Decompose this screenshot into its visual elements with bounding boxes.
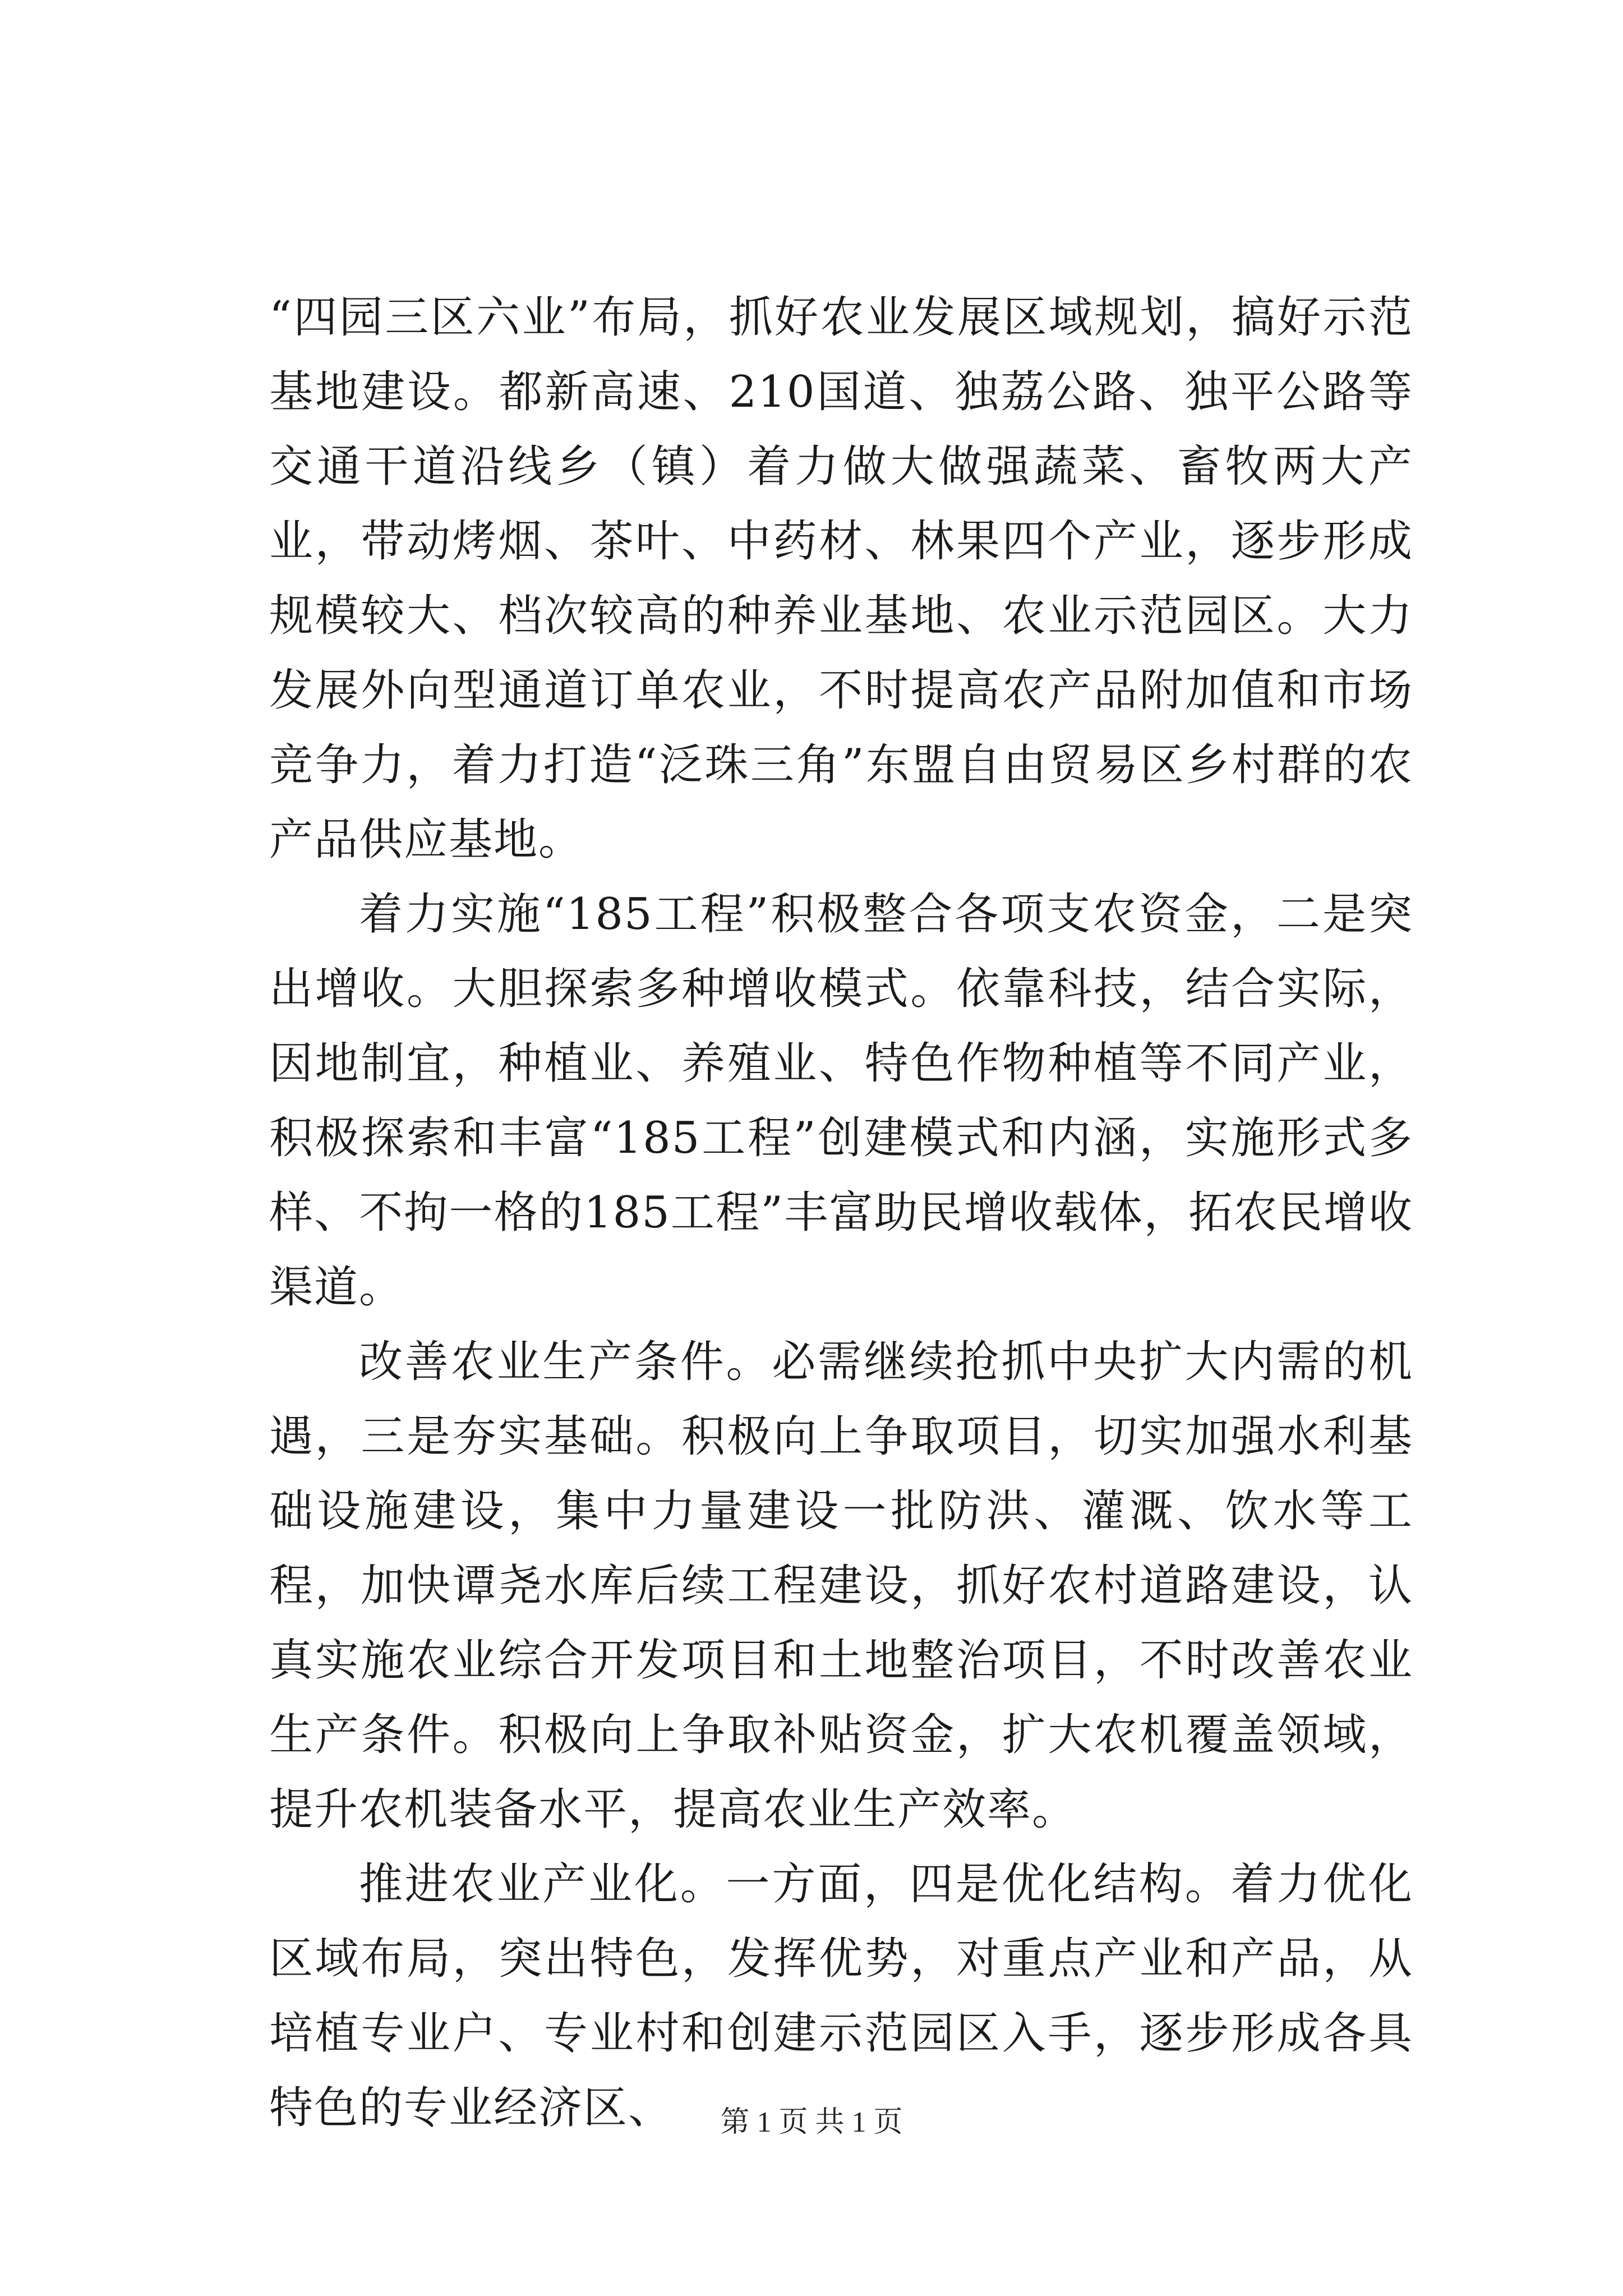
paragraph-1: “四园三区六业”布局，抓好农业发展区域规划，搞好示范基地建设。都新高速、210国道、独荔公路、独平公路等交通干道沿线乡（镇）着力做大做强蔬菜、畜牧两大产业，带动烤烟、茶叶、中药材、林果四个产业，逐步形成规模较大、档次较高的种养业基地、农业示范园区。大力发展外向型通道订单农业，不时提高农产品附加值和市场竞争力，着力打造“泛珠三角”东盟自由贸易区乡村群的农产品供应基地。 xyxy=(269,292,1413,865)
document-body xyxy=(269,280,1413,2146)
page-number-footer: 第 1 页 共 1 页 xyxy=(720,2106,903,2138)
paragraph-4: 推进农业产业化。一方面，四是优化结构。着力优化区域布局，突出特色，发挥优势，对重点产业和产品，从培植专业户、专业村和创建示范园区入手，逐步形成各具特色的专业经济区、 xyxy=(269,1859,1413,2133)
paragraph-2: 着力实施“185工程”积极整合各项支农资金，二是突出增收。大胆探索多种增收模式。依靠科技，结合实际，因地制宜，种植业、养殖业、特色作物种植等不同产业，积极探索和丰富“185工程”创建模式和内涵，实施形式多样、不拘一格的185工程”丰富助民增收载体，拓农民增收渠道。 xyxy=(269,889,1413,1313)
paragraph-3: 改善农业生产条件。必需继续抢抓中央扩大内需的机遇，三是夯实基础。积极向上争取项目，切实加强水利基础设施建设，集中力量建设一批防洪、灌溉、饮水等工程，加快谭尧水库后续工程建设，抓好农村道路建设，认真实施农业综合开发项目和土地整治项目，不时改善农业生产条件。积极向上争取补贴资金，扩大农机覆盖领域，提升农机装备水平，提高农业生产效率。 xyxy=(269,1337,1413,1835)
